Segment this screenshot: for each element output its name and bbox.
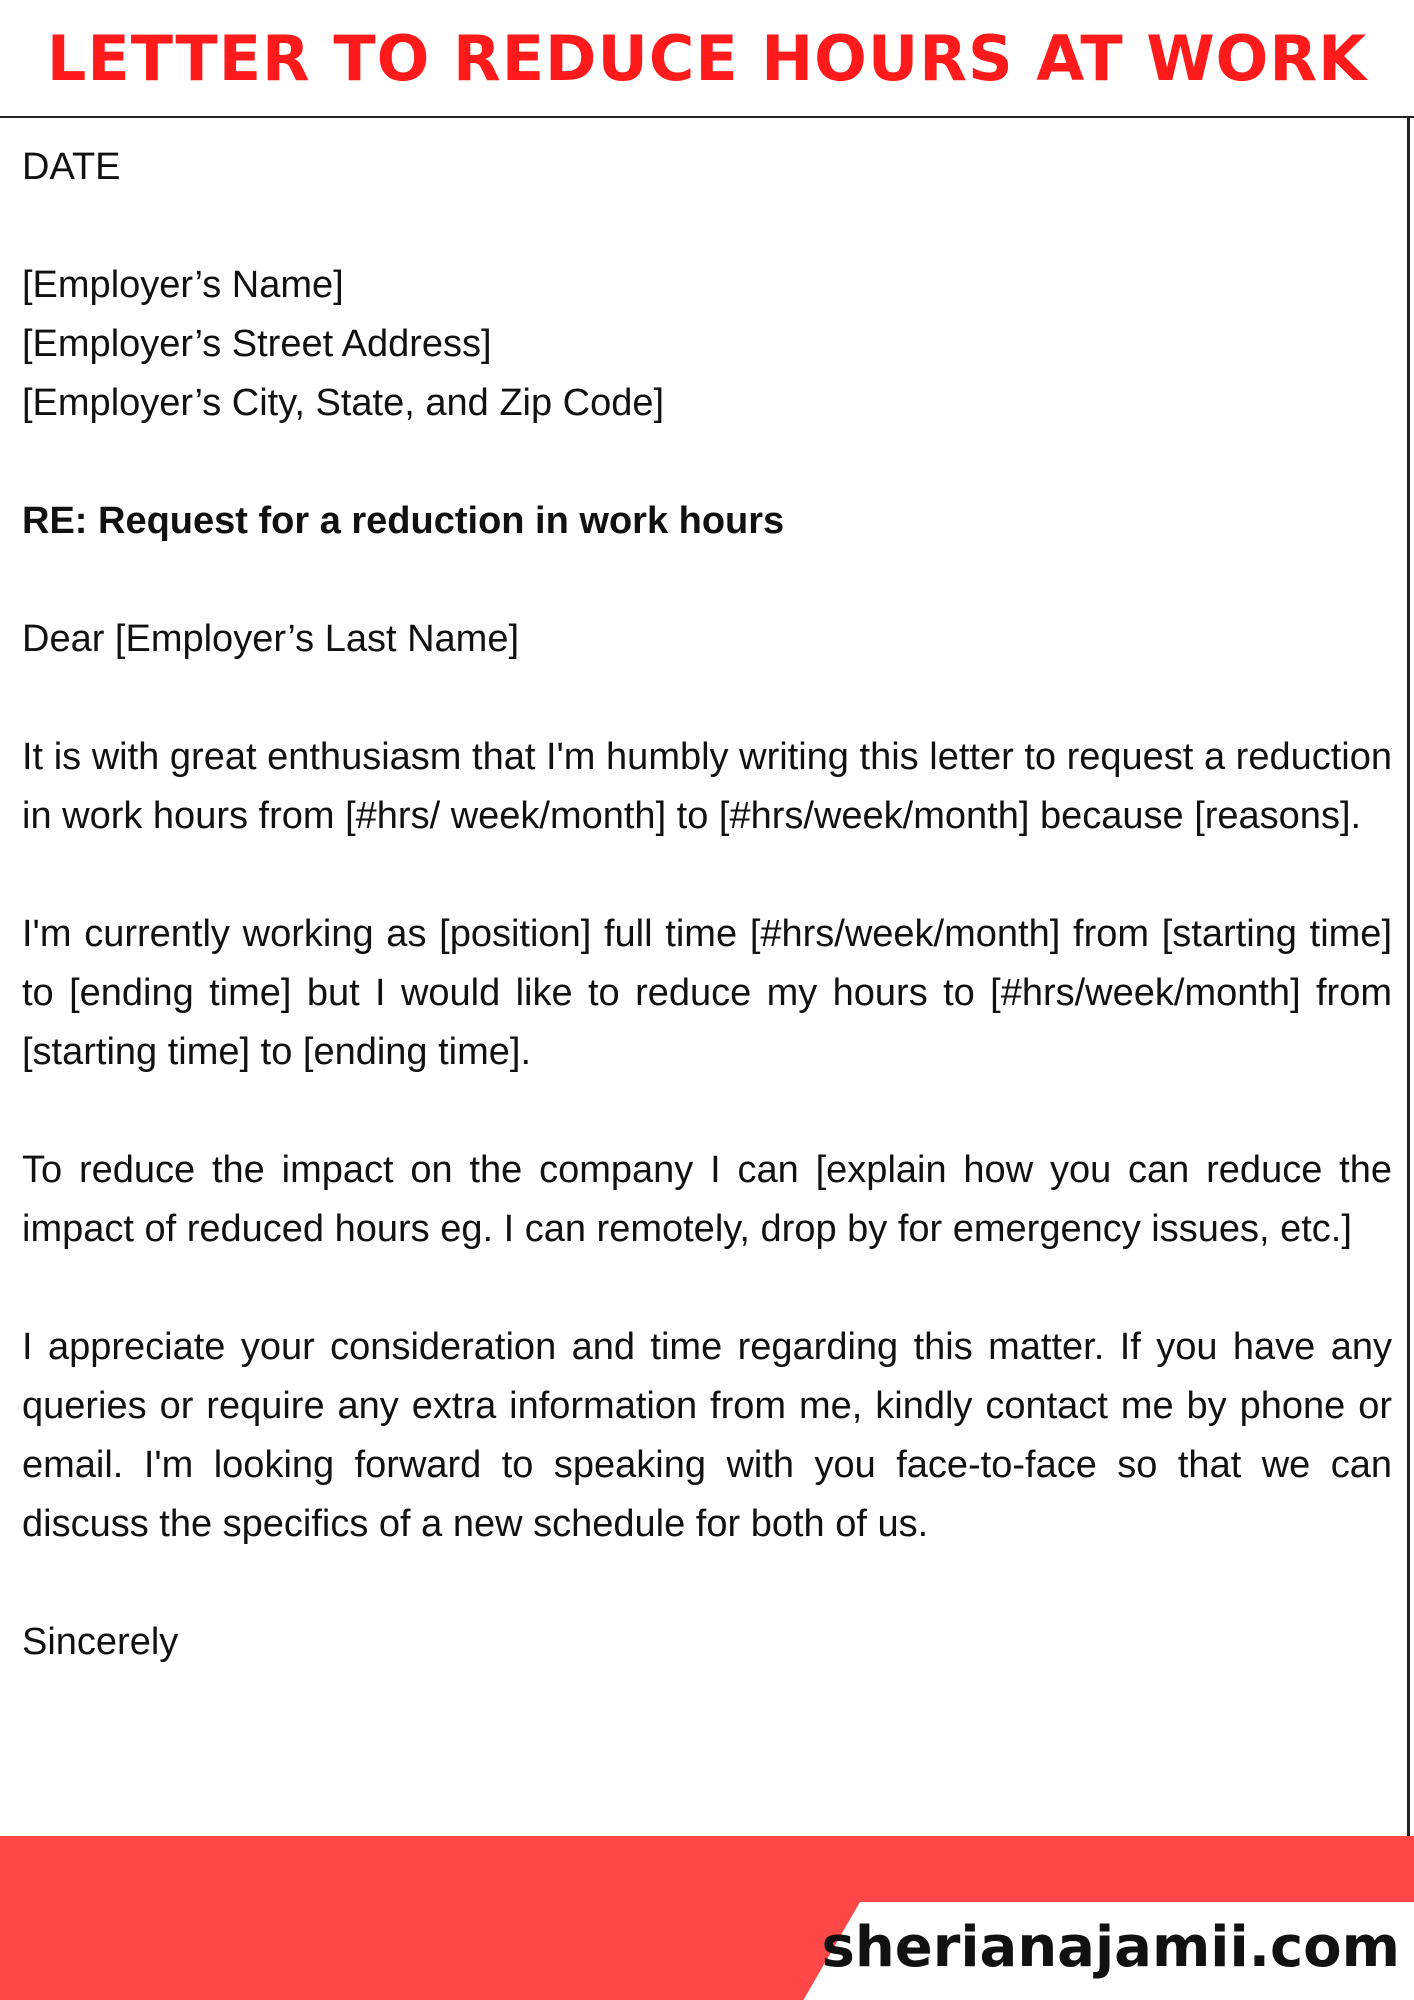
letter-subject: RE: Request for a reduction in work hours <box>22 500 785 542</box>
employer-name: [Employer’s Name] <box>22 264 344 306</box>
employer-street-address: [Employer’s Street Address] <box>22 323 492 365</box>
title-bar <box>0 0 1414 116</box>
spacer <box>22 1554 1392 1613</box>
employer-address-block <box>22 256 1392 433</box>
paragraph-current-schedule: I'm currently working as [position] full time [#hrs/week/month] from [starting time] to [ending time] but I would like to reduce my hours to [#hrs/week/month] from [starting time] to [ending time]. <box>22 913 1392 1073</box>
title-divider <box>0 116 1414 118</box>
footer-website[interactable]: sherianajamii.com <box>821 1915 1400 1980</box>
spacer <box>22 197 1392 256</box>
paragraph-appreciation: I appreciate your consideration and time regarding this matter. If you have any queries or require any extra information from me, kindly contact me by phone or email. I'm looking forward to speaking with you face-to-face so that we can discuss the specifics of a new schedule for both of us. <box>22 1326 1392 1545</box>
letter-body <box>22 138 1392 1672</box>
letter-closing: Sincerely <box>22 1621 179 1663</box>
spacer <box>22 551 1392 610</box>
letter-salutation: Dear [Employer’s Last Name] <box>22 618 520 660</box>
spacer <box>22 669 1392 728</box>
paragraph-impact: To reduce the impact on the company I can [explain how you can reduce the impact of reduced hours eg. I can remotely, drop by for emergency issues, etc.] <box>22 1149 1392 1250</box>
paragraph-request: It is with great enthusiasm that I'm humbly writing this letter to request a reduction in work hours from [#hrs/ week/month] to [#hrs/week/month] because [reasons]. <box>22 736 1392 837</box>
employer-city-state-zip: [Employer’s City, State, and Zip Code] <box>22 382 665 424</box>
spacer <box>22 846 1392 905</box>
letter-date: DATE <box>22 146 121 188</box>
right-border-line <box>1407 116 1410 1836</box>
spacer <box>22 1082 1392 1141</box>
spacer <box>22 1259 1392 1318</box>
spacer <box>22 433 1392 492</box>
document-title: LETTER TO REDUCE HOURS AT WORK <box>46 21 1368 95</box>
